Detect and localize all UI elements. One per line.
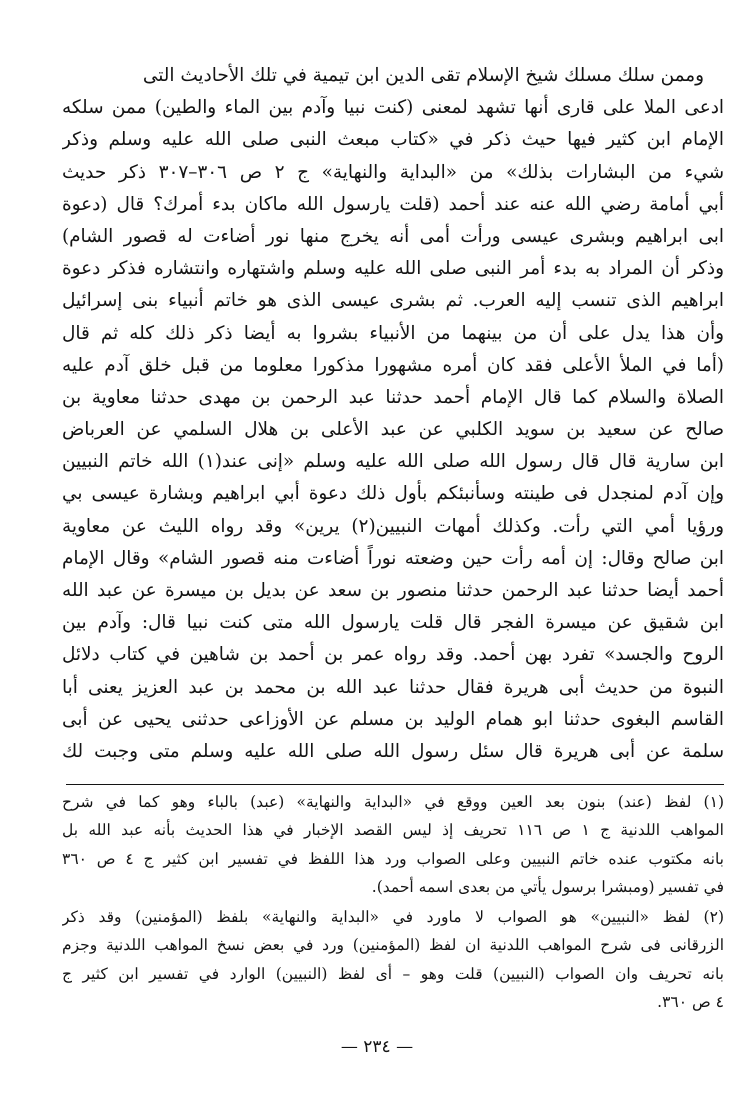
text-line: سلمة عن أبى هريرة قال سئل رسول الله صلى الله عليه وسلم متى وجبت لك	[62, 740, 724, 762]
text-line: (أما في الملأ الأعلى فقد كان أمره مشهورا مذكورا معلوما من قبل خلق آدم عليه	[62, 354, 724, 376]
text-line: أبي أمامة رضي الله عنه عند أحمد (قلت يارسول الله ماكان بدء أمرك؟ قال (دعوة	[62, 193, 724, 215]
text-line: ابى ابراهيم وبشرى عيسى ورأت أمى أنه يخرج منها نور أضاءت له قصور الشام)	[62, 225, 724, 247]
text-line: ادعى الملا على قارى أنها تشهد لمعنى (كنت نبيا وآدم بين الماء والطين) ممن سلكه	[62, 97, 724, 119]
page-number: — ٢٣٤ —	[340, 1037, 414, 1057]
footnote-line: بانه تحريف وان الصواب (النبيين) قلت وهو – أى لفظ (النبيين) الوارد في تفسير ابن كثير ج	[62, 964, 724, 983]
text-line: النبوة من حديث أبى هريرة فقال حدثنا عبد الله بن محمد بن عبد العزيز يعنى أبا	[62, 676, 724, 698]
text-line: الصلاة والسلام كما قال الإمام أحمد حدثنا عبد الرحمن بن مهدى حدثنا معاوية بن	[62, 386, 724, 408]
text-line: ورؤيا أمي التي رأت. وكذلك أمهات النبيين(٢) يرين» وقد رواه الليث عن معاوية	[62, 515, 724, 537]
footnote-line: الزرقانى فى شرح المواهب اللدنية ان لفظ (المؤمنين) ورد في بعض نسخ المواهب اللدنية وجزم	[62, 936, 724, 955]
text-line: أحمد أيضا حدثنا عبد الرحمن حدثنا منصور بن سعد عن بديل بن ميسرة عن عبد الله	[62, 580, 724, 601]
text-line: وإن آدم لمنجدل فى طينته وسأنبئكم بأول ذلك دعوة أبي ابراهيم وبشارة عيسى بي	[62, 483, 724, 505]
text-line: صالح عن سعيد بن سويد الكلبي عن عبد الأعلى بن هلال السلمي عن العرباض	[62, 419, 724, 441]
text-line: وممن سلك مسلك شيخ الإسلام تقى الدين ابن تيمية في تلك الأحاديث التى	[142, 65, 704, 86]
footnote-1	[62, 788, 724, 902]
main-text	[62, 60, 724, 768]
text-line: ابن سارية قال قال رسول الله صلى الله عليه وسلم «إنى عند(١) الله خاتم النبيين	[62, 451, 724, 473]
footnote-2	[62, 903, 724, 1017]
footnote-line: بانه مكتوب عنده خاتم النبيين وعلى الصواب ورد هذا اللفظ في تفسير ابن كثير ج ٤ ص ٣٦٠	[62, 849, 724, 868]
footnote-line: ٤ ص ٣٦٠.	[657, 993, 724, 1012]
text-line: الإمام ابن كثير فيها حيث ذكر في «كتاب مبعث النبى صلى الله عليه وسلم وذكر	[62, 129, 724, 151]
footnote-line: (١) لفظ (عند) بنون بعد العين ووقع في «البداية والنهاية» (عبد) بالباء وهو كما في شرح	[62, 793, 724, 811]
text-line: وذكر أن المراد به بدء أمر النبى صلى الله عليه وسلم واشتهاره وانتشاره فذكر دعوة	[62, 258, 724, 280]
footnote-line: (٢) لفظ «النبيين» هو الصواب لا ماورد في «البداية والنهاية» بلفظ (المؤمنين) وقد ذكر	[62, 908, 724, 926]
text-line: ابن شقيق عن ميسرة الفجر قال قلت يارسول الله متى كنت نبيا قال: وآدم بين	[62, 612, 724, 634]
footnote-line: في تفسير (ومبشرا برسول يأتي من بعدى اسمه أحمد).	[371, 878, 724, 897]
text-line: القاسم البغوى حدثنا ابو همام الوليد بن مسلم عن الأوزاعى حدثنى يحيى عن أبى	[62, 708, 724, 730]
text-line: وأن هذا يدل على أن من بينهما من الأنبياء بشروا به أيضا ذكر ذلك كله ثم قال	[62, 322, 724, 344]
text-line: ابن صالح وقال: إن أمه رأت حين وضعته نوراً أضاءت منه قصور الشام» وقال الإمام	[62, 547, 724, 569]
footnote-divider	[66, 784, 724, 785]
text-line: الروح والجسد» تفرد بهن أحمد. وقد رواه عمر بن أحمد بن شاهين في كتاب دلائل	[62, 644, 724, 666]
text-line: شيء من البشارات بذلك» من «البداية والنهاية» ج ٢ ص ٣٠٦–٣٠٧ ذكر حديث	[62, 161, 724, 183]
text-line: ابراهيم الذى تنسب إليه العرب. ثم بشرى عيسى الذى هو خاتم أنبياء بنى إسرائيل	[62, 290, 724, 312]
footnote-line: المواهب اللدنية ج ١ ص ١١٦ تحريف إذ ليس القصد الإخبار في هذا الحديث بأنه عبد الله بل	[62, 821, 724, 840]
